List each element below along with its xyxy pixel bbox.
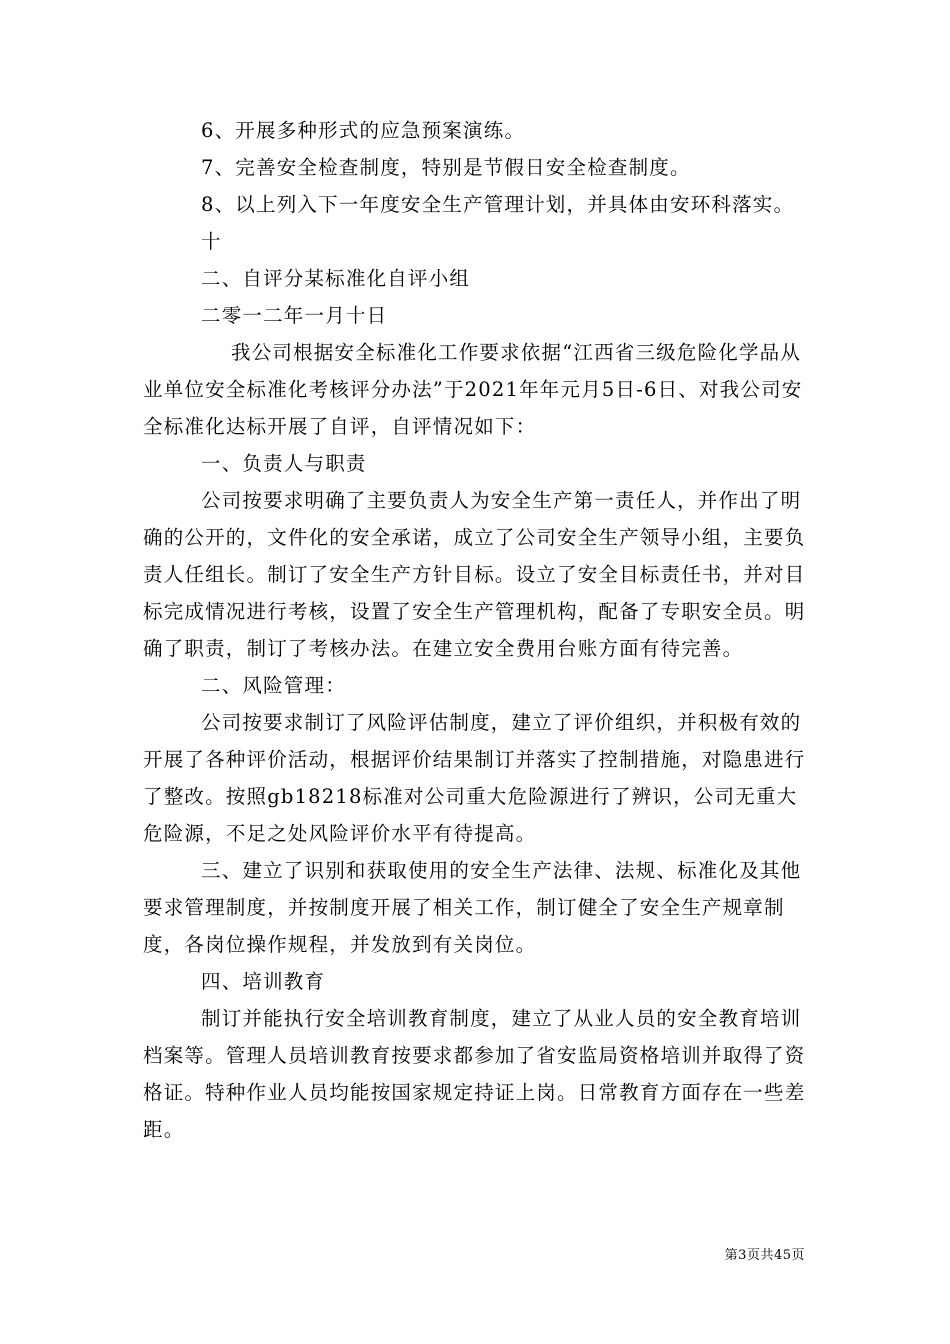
intro-paragraph: 我公司根据安全标准化工作要求依据“江西省三级危险化学品从业单位安全标准化考核评分办法”于2021年年元月5日-6日、对我公司安全标准化达标开展了自评，自评情况如下： xyxy=(143,341,803,438)
list-item-7: 7、完善安全检查制度，特别是节假日安全检查制度。 xyxy=(201,156,691,179)
body-paragraph: 制订并能执行安全培训教育制度，建立了从业人员的安全教育培训档案等。管理人员培训教育按要求都参加了省安监局资格培训并取得了资格证。特种作业人员均能按国家规定持证上岗。日常教育方面存在一些差距。 xyxy=(143,1007,806,1141)
date-line: 二零一二年一月十日 xyxy=(201,304,388,327)
body-paragraph: 三、建立了识别和获取使用的安全生产法律、法规、标准化及其他要求管理制度，并按制度开展了相关工作，制订健全了安全生产规章制度，各岗位操作规程，并发放到有关岗位。 xyxy=(143,859,802,956)
page-number: 第3页共45页 xyxy=(724,1248,805,1263)
subsection-heading: 二、风险管理： xyxy=(201,674,346,697)
subsection-heading: 四、培训教育 xyxy=(201,970,326,993)
list-item-6: 6、开展多种形式的应急预案演练。 xyxy=(201,119,526,142)
list-item-8: 8、以上列入下一年度安全生产管理计划，并具体由安环科落实。 xyxy=(201,193,795,216)
document-body xyxy=(143,112,813,1148)
subsection-heading: 一、负责人与职责 xyxy=(201,452,367,475)
body-paragraph: 公司按要求明确了主要负责人为安全生产第一责任人，并作出了明确的公开的，文件化的安全承诺，成立了公司安全生产领导小组，主要负责人任组长。制订了安全生产方针目标。设立了安全目标责任书，并对目标完成情况进行考核，设置了安全生产管理机构，配备了专职安全员。明确了职责，制订了考核办法。在建立安全费用台账方面有待完善。 xyxy=(143,489,806,660)
body-paragraph: 公司按要求制订了风险评估制度，建立了评价组织，并积极有效的开展了各种评价活动，根据评价结果制订并落实了控制措施，对隐患进行了整改。按照gb18218标准对公司重大危险源进行了辨识，公司无重大危险源，不足之处风险评价水平有待提高。 xyxy=(143,711,806,845)
section-heading: 二、自评分某标准化自评小组 xyxy=(201,267,471,290)
section-marker: 十 xyxy=(201,230,222,253)
